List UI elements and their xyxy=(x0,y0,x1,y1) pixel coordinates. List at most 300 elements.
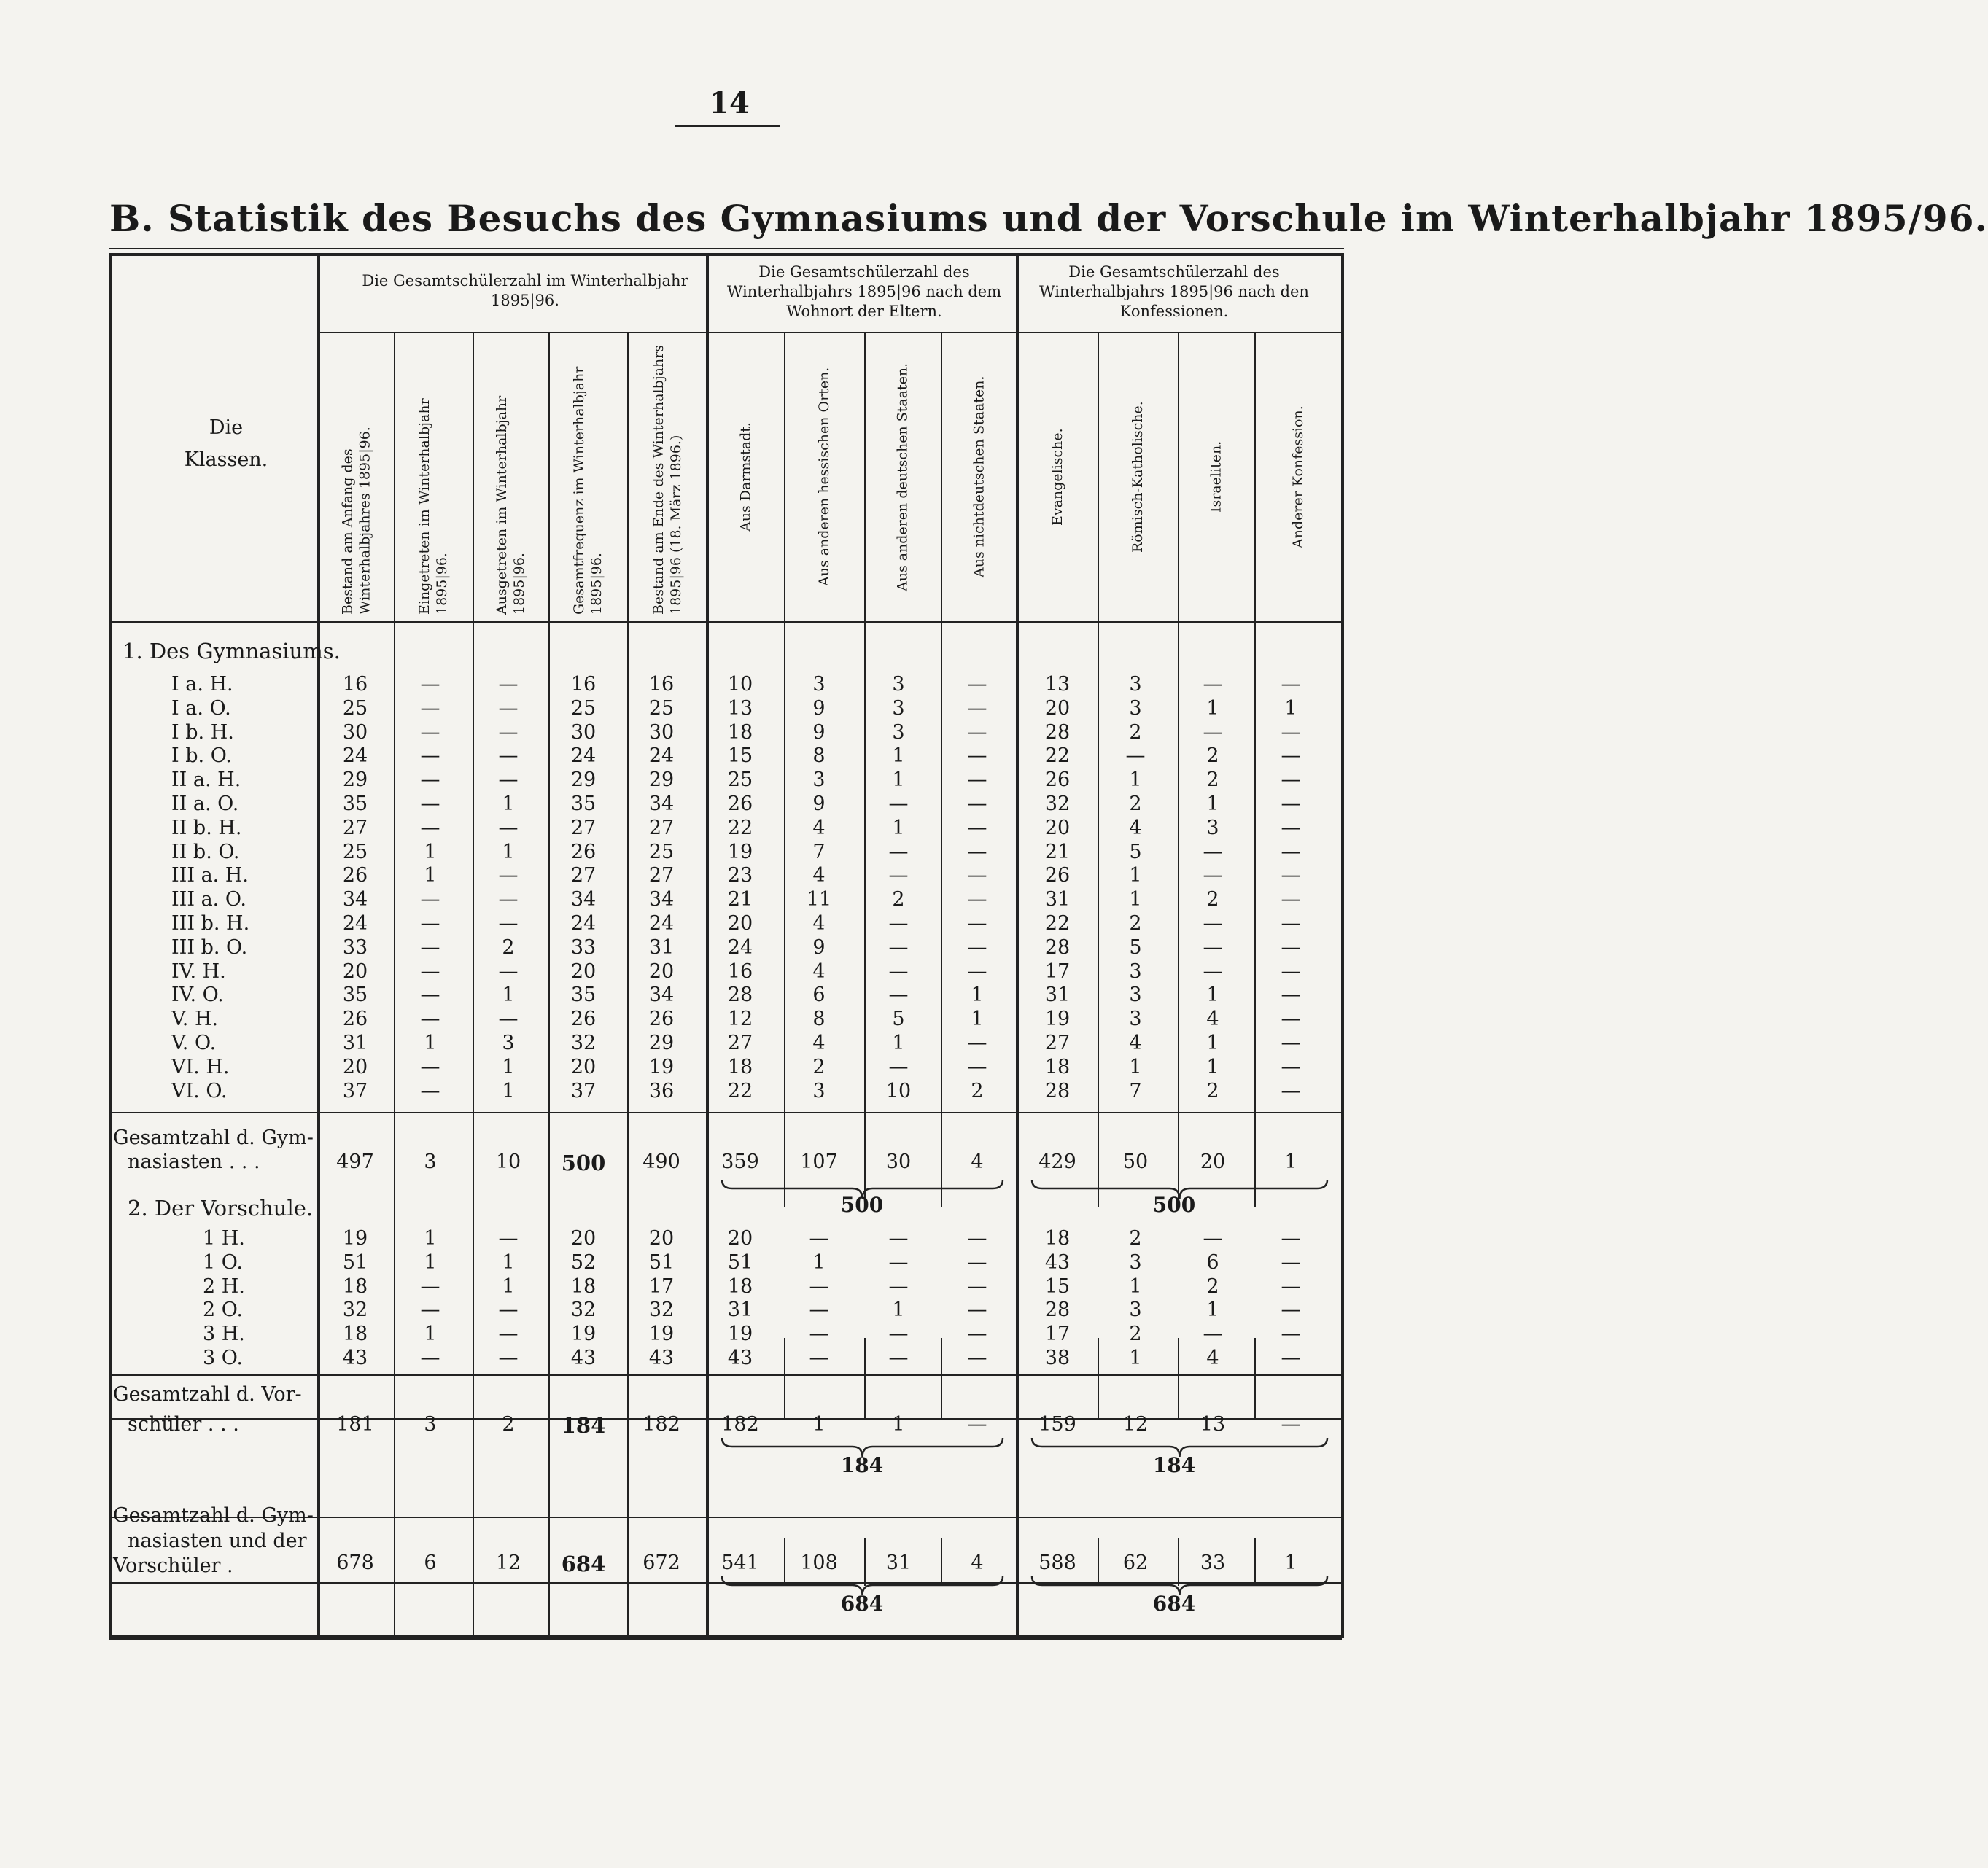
table-cell: 20 xyxy=(342,960,368,983)
table-cell: — xyxy=(1203,720,1223,744)
row-label: 3 H. xyxy=(203,1323,245,1346)
total-cell-vorschule: 3 xyxy=(424,1413,437,1436)
table-cell: 18 xyxy=(727,1055,753,1078)
column-header-col-left: Ausgetreten im Winterhalbjahr 1895|96. xyxy=(494,395,527,615)
table-cell: 4 xyxy=(1129,1032,1142,1054)
table-cell: — xyxy=(1281,816,1301,839)
table-cell: — xyxy=(420,1299,440,1322)
brace-value-residence-grand: 684 xyxy=(840,1592,884,1616)
table-cell: 22 xyxy=(1044,744,1071,768)
table-cell: 2 xyxy=(971,1079,984,1102)
table-cell: — xyxy=(1281,720,1301,744)
table-cell: 43 xyxy=(570,1347,597,1369)
table-cell: 43 xyxy=(648,1347,675,1369)
table-cell: 30 xyxy=(648,720,675,744)
table-cell: 20 xyxy=(342,1055,368,1078)
row-label: 1 O. xyxy=(203,1250,243,1274)
table-cell: 10 xyxy=(885,1079,912,1102)
table-cell: 8 xyxy=(812,1008,826,1031)
table-cell: 38 xyxy=(1044,1347,1071,1369)
table-cell: — xyxy=(1281,1347,1301,1369)
table-cell: 25 xyxy=(570,696,597,720)
total-cell-grand: 31 xyxy=(885,1552,912,1574)
table-cell: 16 xyxy=(648,673,675,696)
table-cell: 26 xyxy=(570,840,597,863)
total-cell-grand: 12 xyxy=(495,1552,521,1574)
table-cell: 19 xyxy=(648,1055,675,1078)
total-cell-vorschule: 1 xyxy=(892,1413,905,1436)
row-label: I a. O. xyxy=(171,696,231,720)
table-cell: 1 xyxy=(1206,1299,1219,1322)
total-label-grand-3: Vorschüler . xyxy=(113,1554,233,1577)
table-cell: 20 xyxy=(1044,816,1071,839)
table-cell: 18 xyxy=(1044,1055,1071,1078)
table-cell: 9 xyxy=(812,935,826,959)
table-cell: 1 xyxy=(892,1299,905,1322)
table-cell: — xyxy=(1281,1274,1301,1298)
column-header-col-catholic: Römisch-Katholische. xyxy=(1130,401,1146,553)
row-label: VI. H. xyxy=(171,1055,230,1078)
total-cell-gymnasium: 490 xyxy=(642,1151,680,1173)
table-cell: 13 xyxy=(727,696,753,720)
table-cell: 13 xyxy=(1044,673,1071,696)
table-cell: 1 xyxy=(1206,1055,1219,1078)
row-label: 2 O. xyxy=(203,1299,243,1322)
table-cell: 19 xyxy=(648,1323,675,1346)
table-cell: 1 xyxy=(424,864,437,887)
table-cell: 26 xyxy=(727,793,753,815)
table-cell: 7 xyxy=(1129,1079,1142,1102)
row-label: III b. O. xyxy=(171,935,248,959)
table-cell: 1 xyxy=(1206,984,1219,1007)
table-cell: 2 xyxy=(1206,744,1219,768)
grid-hline xyxy=(109,1637,1342,1640)
table-cell: 1 xyxy=(1129,1274,1142,1298)
table-cell: — xyxy=(420,935,440,959)
table-cell: 3 xyxy=(892,720,905,744)
table-cell: 3 xyxy=(1129,1008,1142,1031)
table-cell: 28 xyxy=(1044,720,1071,744)
total-cell-vorschule: 181 xyxy=(336,1413,374,1436)
table-cell: 20 xyxy=(727,912,753,935)
table-cell: 4 xyxy=(812,816,826,839)
column-header-col-foreign: Aus nichtdeutschen Staaten. xyxy=(971,375,987,578)
column-header-col-entered: Eingetreten im Winterhalbjahr 1895|96. xyxy=(416,398,450,615)
table-cell: 15 xyxy=(1044,1274,1071,1298)
table-cell: — xyxy=(967,793,987,815)
table-cell: — xyxy=(420,984,440,1007)
table-cell: 1 xyxy=(1129,888,1142,911)
table-cell: — xyxy=(1281,1250,1301,1274)
table-cell: 12 xyxy=(727,1008,753,1031)
table-cell: 19 xyxy=(1044,1008,1071,1031)
table-cell: 33 xyxy=(342,935,368,959)
table-cell: 9 xyxy=(812,696,826,720)
total-cell-vorschule: 2 xyxy=(502,1413,515,1436)
table-cell: 16 xyxy=(727,960,753,983)
table-cell: 18 xyxy=(727,720,753,744)
table-cell: 32 xyxy=(648,1299,675,1322)
table-cell: — xyxy=(1203,840,1223,863)
table-cell: 43 xyxy=(342,1347,368,1369)
table-cell: — xyxy=(420,1008,440,1031)
group-header-frequency: Die Gesamtschülerzahl im Winterhalbjahr 1895|96. xyxy=(362,272,688,309)
table-cell: — xyxy=(967,912,987,935)
table-cell: — xyxy=(1281,888,1301,911)
table-cell: — xyxy=(967,1299,987,1322)
table-cell: — xyxy=(420,673,440,696)
table-cell: 27 xyxy=(570,864,597,887)
row-label: III a. O. xyxy=(171,888,246,911)
table-cell: 32 xyxy=(342,1299,368,1322)
table-cell: — xyxy=(420,720,440,744)
table-cell: 29 xyxy=(648,1032,675,1054)
table-cell: 3 xyxy=(502,1032,515,1054)
table-cell: 3 xyxy=(1129,1299,1142,1322)
table-cell: — xyxy=(967,1274,987,1298)
table-cell: 4 xyxy=(1206,1347,1219,1369)
table-cell: 1 xyxy=(502,1274,515,1298)
table-cell: 22 xyxy=(727,816,753,839)
table-cell: 6 xyxy=(812,984,826,1007)
table-cell: 25 xyxy=(727,768,753,792)
table-cell: — xyxy=(420,793,440,815)
total-cell-gymnasium: 497 xyxy=(336,1151,374,1173)
row-label: II a. O. xyxy=(171,793,239,815)
table-cell: — xyxy=(1281,673,1301,696)
table-cell: 34 xyxy=(648,793,675,815)
table-cell: 20 xyxy=(570,1227,597,1250)
row-label: 1 H. xyxy=(203,1227,245,1250)
table-cell: — xyxy=(420,768,440,792)
table-cell: 26 xyxy=(1044,864,1071,887)
table-cell: — xyxy=(888,1055,909,1078)
table-cell: — xyxy=(498,1227,519,1250)
table-cell: — xyxy=(498,744,519,768)
table-cell: 36 xyxy=(648,1079,675,1102)
table-cell: 18 xyxy=(570,1274,597,1298)
table-cell: 32 xyxy=(570,1032,597,1054)
table-cell: 4 xyxy=(812,960,826,983)
total-label-gymnasium-1: Gesamtzahl d. Gym- xyxy=(113,1126,314,1149)
table-cell: — xyxy=(420,1079,440,1102)
total-cell-vorschule: 12 xyxy=(1122,1413,1149,1436)
row-label: I b. H. xyxy=(171,720,234,744)
table-cell: — xyxy=(967,1347,987,1369)
table-cell: 25 xyxy=(342,696,368,720)
table-cell: 3 xyxy=(1129,960,1142,983)
table-cell: 1 xyxy=(1129,1347,1142,1369)
table-cell: 2 xyxy=(1206,888,1219,911)
grid-vline xyxy=(1016,253,1019,1638)
brace-value-residence-vorschule: 184 xyxy=(840,1453,884,1477)
table-cell: 2 xyxy=(812,1055,826,1078)
column-header-col-darmstadt: Aus Darmstadt. xyxy=(737,422,754,532)
table-cell: 27 xyxy=(648,864,675,887)
table-cell: 10 xyxy=(727,673,753,696)
total-cell-gymnasium: 359 xyxy=(721,1151,759,1173)
table-cell: — xyxy=(1281,744,1301,768)
brace-value-confession-vorschule: 184 xyxy=(1152,1453,1196,1477)
table-cell: — xyxy=(498,888,519,911)
table-cell: 1 xyxy=(1206,1032,1219,1054)
table-cell: 2 xyxy=(1129,1227,1142,1250)
table-cell: — xyxy=(888,1250,909,1274)
table-cell: 7 xyxy=(812,840,826,863)
total-cell-grand: 672 xyxy=(642,1552,680,1574)
table-cell: 11 xyxy=(806,888,832,911)
table-cell: 24 xyxy=(570,744,597,768)
table-cell: 1 xyxy=(502,1055,515,1078)
table-cell: — xyxy=(1203,935,1223,959)
table-cell: 24 xyxy=(727,935,753,959)
table-cell: — xyxy=(888,1347,909,1369)
table-cell: — xyxy=(1125,744,1146,768)
table-cell: — xyxy=(888,984,909,1007)
table-cell: 26 xyxy=(1044,768,1071,792)
table-cell: 26 xyxy=(342,864,368,887)
table-cell: 24 xyxy=(342,912,368,935)
table-cell: — xyxy=(809,1323,829,1346)
total-cell-grand: 6 xyxy=(424,1552,437,1574)
table-cell: — xyxy=(967,1323,987,1346)
table-cell: — xyxy=(809,1347,829,1369)
table-cell: 32 xyxy=(570,1299,597,1322)
total-cell-gymnasium: 500 xyxy=(561,1151,606,1175)
classes-header: Die Klassen. xyxy=(184,416,268,471)
row-label: VI. O. xyxy=(171,1079,228,1102)
table-cell: 19 xyxy=(342,1227,368,1250)
table-cell: 1 xyxy=(502,840,515,863)
table-cell: — xyxy=(498,1323,519,1346)
grid-hline xyxy=(317,332,1342,333)
brace-value-confession-grand: 684 xyxy=(1152,1592,1196,1616)
total-cell-vorschule: 159 xyxy=(1038,1413,1076,1436)
table-cell: 30 xyxy=(570,720,597,744)
table-cell: 29 xyxy=(648,768,675,792)
table-cell: 31 xyxy=(648,935,675,959)
table-cell: 1 xyxy=(1284,696,1297,720)
total-cell-vorschule: 182 xyxy=(642,1413,680,1436)
table-cell: — xyxy=(1281,1032,1301,1054)
table-cell: — xyxy=(1203,912,1223,935)
table-cell: 21 xyxy=(1044,840,1071,863)
row-label: I a. H. xyxy=(171,673,233,696)
table-cell: 34 xyxy=(648,984,675,1007)
table-cell: — xyxy=(498,696,519,720)
table-cell: — xyxy=(498,864,519,887)
table-cell: — xyxy=(967,768,987,792)
grid-hline xyxy=(109,621,1342,623)
table-cell: — xyxy=(420,744,440,768)
table-cell: 3 xyxy=(1129,673,1142,696)
table-cell: 26 xyxy=(570,1008,597,1031)
table-cell: — xyxy=(967,888,987,911)
table-cell: — xyxy=(498,1347,519,1369)
table-cell: — xyxy=(1281,912,1301,935)
table-cell: — xyxy=(888,960,909,983)
table-cell: 35 xyxy=(342,793,368,815)
table-cell: 19 xyxy=(570,1323,597,1346)
column-header-col-hessian: Aus anderen hessischen Orten. xyxy=(816,367,832,587)
table-cell: 1 xyxy=(502,1079,515,1102)
table-cell: 43 xyxy=(1044,1250,1071,1274)
table-cell: — xyxy=(967,673,987,696)
table-cell: 30 xyxy=(342,720,368,744)
row-label: II a. H. xyxy=(171,768,241,792)
table-cell: 5 xyxy=(892,1008,905,1031)
row-label: V. O. xyxy=(171,1032,217,1054)
table-cell: — xyxy=(1281,1055,1301,1078)
total-cell-gymnasium: 429 xyxy=(1038,1151,1076,1173)
table-cell: 2 xyxy=(1129,1323,1142,1346)
table-cell: 1 xyxy=(1206,793,1219,815)
table-cell: — xyxy=(888,935,909,959)
table-cell: 18 xyxy=(342,1274,368,1298)
table-cell: 18 xyxy=(1044,1227,1071,1250)
table-cell: — xyxy=(888,793,909,815)
table-cell: 33 xyxy=(570,935,597,959)
column-header-col-end: Bestand am Ende des Winterhalbjahrs 1895|96 (18. März 1896.) xyxy=(651,344,684,615)
table-cell: 26 xyxy=(342,1008,368,1031)
table-cell: 3 xyxy=(812,768,826,792)
table-cell: 19 xyxy=(727,840,753,863)
table-cell: — xyxy=(1281,1227,1301,1250)
table-cell: 3 xyxy=(1129,1250,1142,1274)
table-cell: — xyxy=(967,696,987,720)
table-cell: 1 xyxy=(424,1032,437,1054)
table-cell: 24 xyxy=(648,912,675,935)
table-cell: — xyxy=(967,816,987,839)
table-cell: 25 xyxy=(342,840,368,863)
table-cell: 20 xyxy=(727,1227,753,1250)
table-cell: — xyxy=(420,816,440,839)
table-cell: 1 xyxy=(1206,696,1219,720)
table-cell: 51 xyxy=(342,1250,368,1274)
table-cell: 37 xyxy=(570,1079,597,1102)
table-cell: 3 xyxy=(1129,984,1142,1007)
table-cell: 20 xyxy=(1044,696,1071,720)
row-label: II b. O. xyxy=(171,840,240,863)
column-header-col-german: Aus anderen deutschen Staaten. xyxy=(894,362,911,591)
table-cell: 22 xyxy=(727,1079,753,1102)
table-cell: 1 xyxy=(892,744,905,768)
table-cell: — xyxy=(1281,960,1301,983)
table-cell: — xyxy=(420,696,440,720)
table-cell: — xyxy=(1203,864,1223,887)
column-header-col-start: Bestand am Anfang des Winterhalbjahres 1895|96. xyxy=(339,427,373,615)
total-cell-vorschule: 182 xyxy=(721,1413,759,1436)
total-cell-grand: 588 xyxy=(1038,1552,1076,1574)
grid-hline xyxy=(109,1374,1342,1376)
table-cell: 17 xyxy=(1044,960,1071,983)
table-cell: 43 xyxy=(727,1347,753,1369)
table-cell: 4 xyxy=(812,864,826,887)
table-cell: — xyxy=(809,1274,829,1298)
table-cell: — xyxy=(888,864,909,887)
table-cell: 1 xyxy=(892,816,905,839)
table-cell: 20 xyxy=(648,1227,675,1250)
table-cell: — xyxy=(967,1055,987,1078)
table-cell: 27 xyxy=(570,816,597,839)
total-cell-gymnasium: 10 xyxy=(495,1151,521,1173)
table-cell: — xyxy=(888,1323,909,1346)
table-cell: 24 xyxy=(570,912,597,935)
table-cell: 1 xyxy=(424,1227,437,1250)
total-cell-gymnasium: 4 xyxy=(971,1151,984,1173)
table-cell: — xyxy=(420,912,440,935)
table-cell: 34 xyxy=(648,888,675,911)
total-cell-grand: 541 xyxy=(721,1552,759,1574)
table-cell: — xyxy=(1203,673,1223,696)
total-label-grand-2: nasiasten und der xyxy=(128,1530,307,1552)
total-cell-gymnasium: 20 xyxy=(1200,1151,1226,1173)
table-cell: 37 xyxy=(342,1079,368,1102)
table-cell: — xyxy=(967,1250,987,1274)
table-cell: 34 xyxy=(342,888,368,911)
table-cell: 27 xyxy=(648,816,675,839)
table-cell: 31 xyxy=(1044,984,1071,1007)
total-cell-vorschule: 184 xyxy=(561,1413,606,1438)
table-cell: 1 xyxy=(502,1250,515,1274)
table-cell: — xyxy=(498,960,519,983)
table-cell: — xyxy=(420,960,440,983)
total-cell-vorschule: — xyxy=(967,1413,987,1436)
table-cell: 9 xyxy=(812,720,826,744)
table-cell: — xyxy=(1281,1299,1301,1322)
row-label: III a. H. xyxy=(171,864,249,887)
table-cell: 3 xyxy=(892,673,905,696)
table-cell: 1 xyxy=(1129,768,1142,792)
table-cell: 2 xyxy=(1129,912,1142,935)
table-cell: 1 xyxy=(1129,864,1142,887)
table-cell: 3 xyxy=(812,1079,826,1102)
table-cell: — xyxy=(967,1032,987,1054)
table-cell: 17 xyxy=(648,1274,675,1298)
column-header-col-other: Anderer Konfession. xyxy=(1290,405,1306,548)
total-cell-grand: 684 xyxy=(561,1552,606,1576)
total-cell-grand: 108 xyxy=(800,1552,838,1574)
table-cell: 35 xyxy=(342,984,368,1007)
table-cell: 24 xyxy=(648,744,675,768)
table-cell: 35 xyxy=(570,984,597,1007)
table-cell: 4 xyxy=(812,912,826,935)
table-cell: — xyxy=(888,1227,909,1250)
total-cell-grand: 33 xyxy=(1200,1552,1226,1574)
table-cell: — xyxy=(498,768,519,792)
table-cell: 31 xyxy=(1044,888,1071,911)
table-cell: 3 xyxy=(1206,816,1219,839)
table-cell: — xyxy=(967,864,987,887)
table-cell: 1 xyxy=(424,1250,437,1274)
total-cell-vorschule: — xyxy=(1281,1413,1301,1436)
table-cell: — xyxy=(420,1274,440,1298)
table-cell: 4 xyxy=(1129,816,1142,839)
table-cell: 2 xyxy=(892,888,905,911)
table-cell: 1 xyxy=(892,1032,905,1054)
total-label-grand-1: Gesamtzahl d. Gym- xyxy=(113,1504,314,1527)
table-cell: 15 xyxy=(727,744,753,768)
page-number-rule xyxy=(675,125,780,127)
total-cell-vorschule: 1 xyxy=(812,1413,826,1436)
table-cell: 2 xyxy=(1129,720,1142,744)
total-cell-gymnasium: 30 xyxy=(885,1151,912,1173)
table-cell: 5 xyxy=(1129,935,1142,959)
table-cell: — xyxy=(1281,1323,1301,1346)
table-cell: 2 xyxy=(1206,1274,1219,1298)
table-cell: 18 xyxy=(342,1323,368,1346)
brace-value-residence-gymnasium: 500 xyxy=(840,1193,884,1217)
